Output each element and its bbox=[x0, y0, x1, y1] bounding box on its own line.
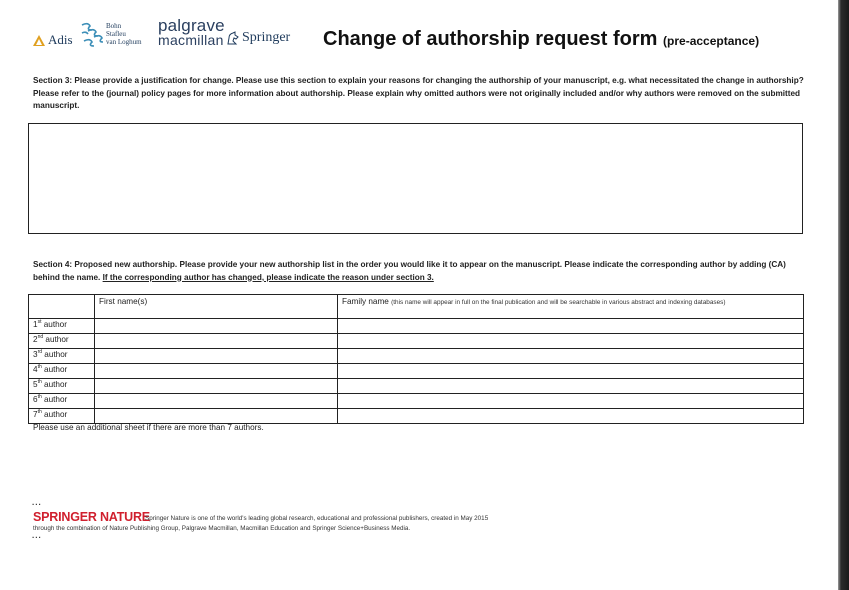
macmillan-text: macmillan bbox=[158, 32, 224, 48]
author-ordinal-suffix: th bbox=[37, 394, 42, 400]
first-name-header: First name(s) bbox=[95, 295, 338, 319]
family-name-cell[interactable] bbox=[338, 349, 804, 364]
springer-nature-description-line-1: Springer Nature is one of the world's leading global research, educational and professional publishers, created in May 2015 bbox=[145, 515, 489, 522]
first-name-cell[interactable] bbox=[95, 379, 338, 394]
springer-nature-description-line-2: through the combination of Nature Publishing Group, Palgrave Macmillan, Macmillan Education and Springer Science+Business Media. bbox=[33, 525, 411, 532]
author-row bbox=[29, 409, 804, 424]
palgrave-macmillan-logo bbox=[158, 16, 225, 48]
bohn-stafleu-text bbox=[106, 22, 142, 46]
footer-dots-bottom: ... bbox=[32, 531, 42, 540]
first-name-cell[interactable] bbox=[95, 364, 338, 379]
springer-nature-logo: SPRINGER NATURE bbox=[33, 510, 150, 524]
author-ordinal-suffix: st bbox=[37, 319, 42, 325]
author-row bbox=[29, 394, 804, 409]
author-word: author bbox=[44, 395, 68, 404]
family-name-cell[interactable] bbox=[338, 364, 804, 379]
form-title-sub: (pre-acceptance) bbox=[663, 34, 760, 48]
form-title-main: Change of authorship request form bbox=[323, 28, 658, 50]
family-name-label: Family name bbox=[342, 297, 389, 306]
author-word: author bbox=[44, 365, 68, 374]
section-4-text: Section 4: Proposed new authorship. Please provide your new authorship list in the order you would like it to appear on the manuscript. Please indicate the corresponding author by adding (CA) behind the name. bbox=[33, 260, 786, 282]
author-row bbox=[29, 364, 804, 379]
author-number: 2 bbox=[33, 335, 38, 344]
bohn-line-1: Bohn bbox=[106, 22, 122, 30]
first-name-cell[interactable] bbox=[95, 334, 338, 349]
author-ordinal-suffix: th bbox=[37, 364, 42, 370]
author-row-label bbox=[29, 409, 95, 424]
family-name-cell[interactable] bbox=[338, 379, 804, 394]
adis-logo bbox=[33, 32, 73, 48]
footer-dots-top: ... bbox=[32, 498, 42, 507]
author-word: author bbox=[45, 335, 69, 344]
author-row-label bbox=[29, 364, 95, 379]
adis-logo-text: Adis bbox=[48, 32, 73, 47]
window-edge-shadow bbox=[838, 0, 849, 590]
author-ordinal-suffix: th bbox=[37, 379, 42, 385]
author-row-label bbox=[29, 379, 95, 394]
bohn-stafleu-wave-icon bbox=[80, 21, 104, 47]
additional-sheet-note: Please use an additional sheet if there are more than 7 authors. bbox=[33, 423, 264, 432]
palgrave-text: palgrave bbox=[158, 16, 225, 35]
row-label-header bbox=[29, 295, 95, 319]
adis-triangle-icon bbox=[33, 35, 45, 46]
author-number: 5 bbox=[33, 380, 38, 389]
author-number: 6 bbox=[33, 395, 38, 404]
family-name-cell[interactable] bbox=[338, 409, 804, 424]
family-name-header bbox=[338, 295, 804, 319]
section-4-instructions bbox=[33, 259, 808, 284]
author-word: author bbox=[43, 320, 67, 329]
family-name-note: (this name will appear in full on the final publication and will be searchable in various abstract and indexing databases) bbox=[391, 299, 726, 306]
authorship-table bbox=[28, 294, 804, 424]
family-name-cell[interactable] bbox=[338, 319, 804, 334]
springer-horse-icon bbox=[226, 31, 239, 45]
author-row-label bbox=[29, 394, 95, 409]
author-row-label bbox=[29, 319, 95, 334]
section-4-underlined-text: If the corresponding author has changed, please indicate the reason under section 3. bbox=[102, 272, 434, 282]
family-name-cell[interactable] bbox=[338, 394, 804, 409]
bohn-stafleu-logo bbox=[80, 21, 142, 47]
first-name-cell[interactable] bbox=[95, 409, 338, 424]
bohn-line-2: Stafleu bbox=[106, 30, 126, 38]
author-number: 3 bbox=[33, 350, 38, 359]
author-number: 1 bbox=[33, 320, 38, 329]
author-row-label bbox=[29, 334, 95, 349]
author-number: 7 bbox=[33, 410, 38, 419]
author-ordinal-suffix: nd bbox=[37, 334, 44, 340]
author-row-label bbox=[29, 349, 95, 364]
section-3-instructions: Section 3: Please provide a justification for change. Please use this section to explain your reasons for changing the authorship of your manuscript, e.g. what necessitated the change in authorship? Please refer to the (journal) policy pages for more information about authorship. Please explain why omitted authors were not originally included and/or why authors were removed on the submitted manuscript. bbox=[33, 76, 804, 111]
first-name-cell[interactable] bbox=[95, 349, 338, 364]
table-header-row bbox=[29, 295, 804, 319]
bohn-line-3: van Loghum bbox=[106, 38, 142, 46]
family-name-cell[interactable] bbox=[338, 334, 804, 349]
form-title bbox=[323, 28, 759, 51]
first-name-cell[interactable] bbox=[95, 394, 338, 409]
author-ordinal-suffix: th bbox=[37, 409, 42, 415]
author-row bbox=[29, 319, 804, 334]
author-number: 4 bbox=[33, 365, 38, 374]
author-row bbox=[29, 334, 804, 349]
first-name-cell[interactable] bbox=[95, 319, 338, 334]
author-word: author bbox=[44, 410, 68, 419]
author-row bbox=[29, 379, 804, 394]
justification-textbox[interactable] bbox=[28, 123, 803, 234]
springer-logo bbox=[226, 30, 290, 46]
author-row bbox=[29, 349, 804, 364]
author-word: author bbox=[44, 350, 68, 359]
springer-text: Springer bbox=[242, 30, 291, 45]
author-ordinal-suffix: rd bbox=[37, 349, 43, 355]
author-word: author bbox=[44, 380, 68, 389]
